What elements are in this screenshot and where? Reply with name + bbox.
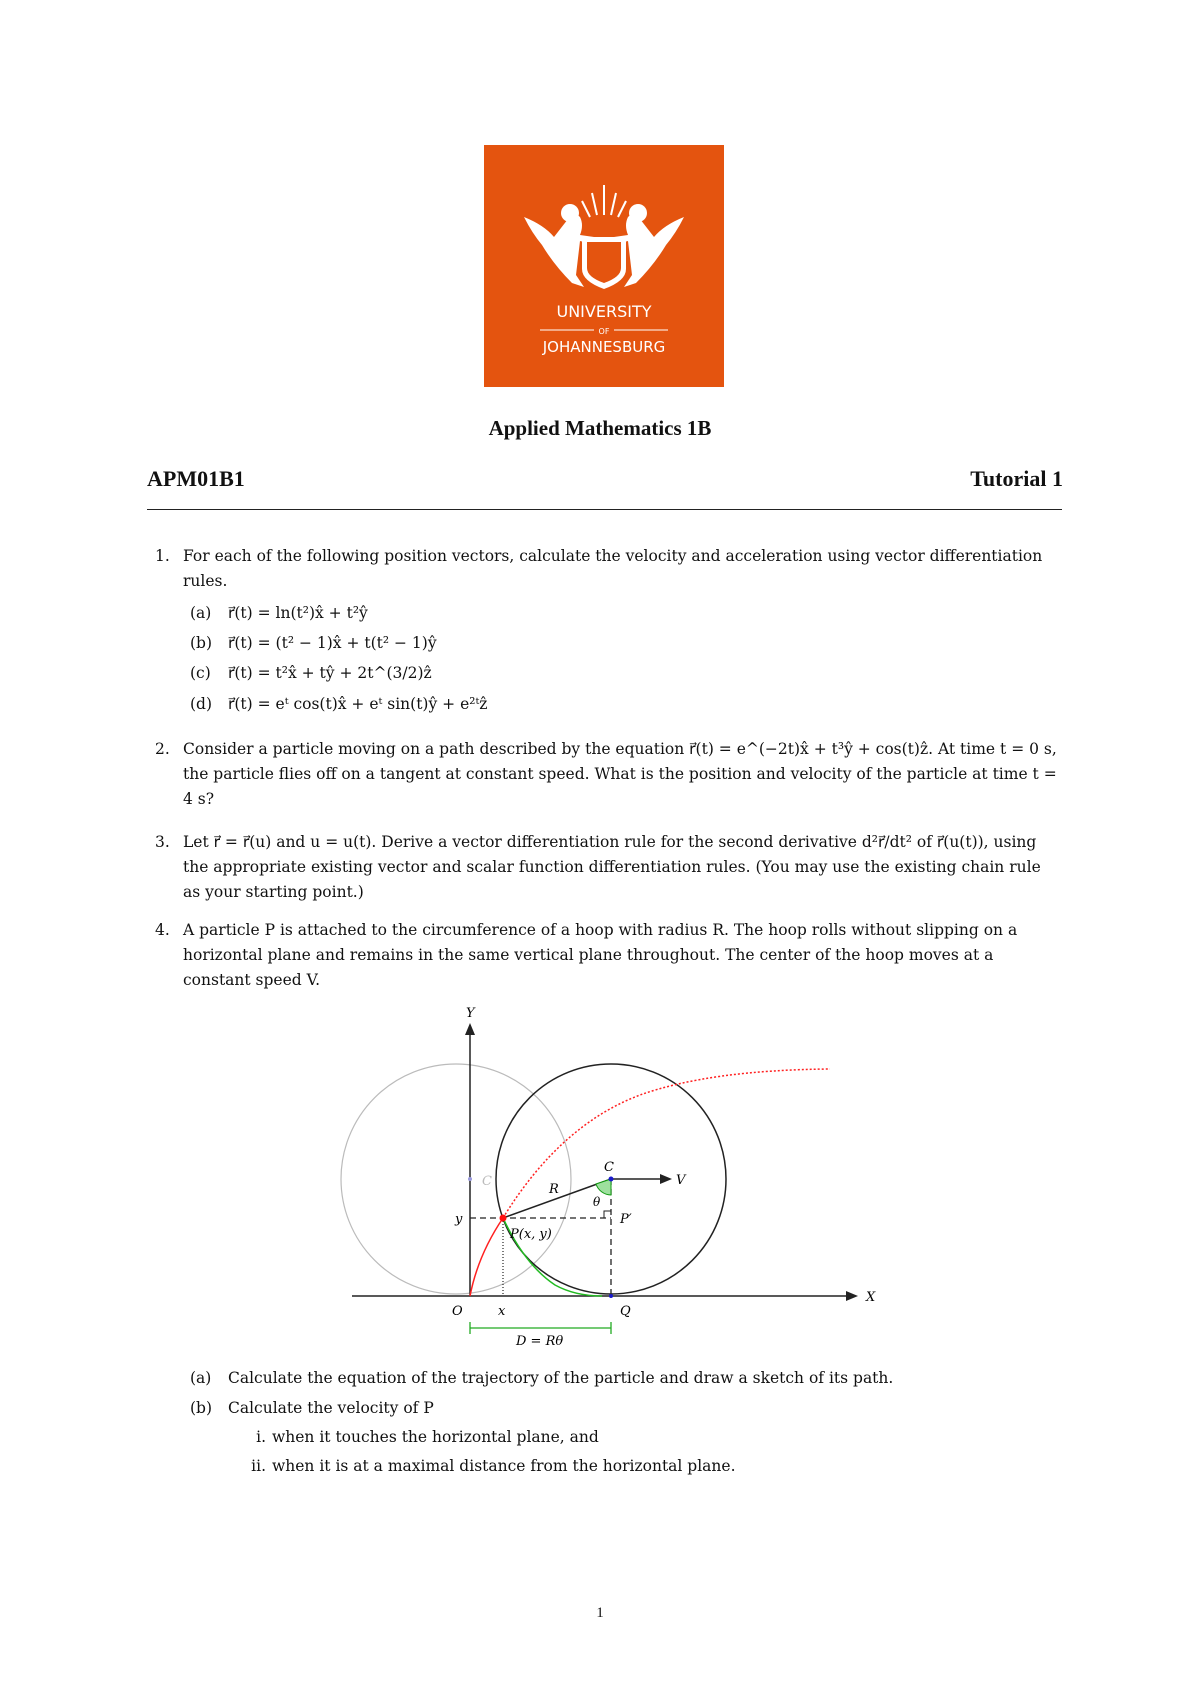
question-1b xyxy=(190,631,437,656)
distance-label: D = Rθ xyxy=(516,1334,564,1345)
question-text: For each of the following position vectors, calculate the velocity and acceleration using vector differentiation rules. xyxy=(183,547,1043,590)
question-4 xyxy=(155,918,1060,993)
angle-theta-wedge xyxy=(596,1179,611,1195)
question-1a xyxy=(190,601,368,626)
radius-label: R xyxy=(549,1182,559,1197)
subpart-text: when it touches the horizontal plane, and xyxy=(272,1428,599,1446)
part-expression: r⃗(t) = (t² − 1)x̂ + t(t² − 1)ŷ xyxy=(228,634,437,652)
uj-crest-icon xyxy=(484,145,724,387)
part-text: Calculate the velocity of P xyxy=(228,1399,434,1417)
question-4b-i xyxy=(230,1425,599,1450)
velocity-arrowhead-icon xyxy=(660,1174,672,1184)
part-expression: r⃗(t) = ln(t²)x̂ + t²ŷ xyxy=(228,604,368,622)
ghost-center-label: C xyxy=(482,1174,492,1189)
part-label: (d) xyxy=(190,695,213,713)
course-code: APM01B1 xyxy=(147,466,245,491)
logo-line-university: UNIVERSITY xyxy=(556,302,652,321)
angle-label: θ xyxy=(593,1195,601,1209)
part-label: (b) xyxy=(190,634,213,652)
question-2 xyxy=(155,737,1060,812)
p-prime-label: P′ xyxy=(620,1212,632,1227)
center-label: C xyxy=(604,1160,614,1175)
question-number: 2. xyxy=(155,740,170,758)
question-text: Let r⃗ = r⃗(u) and u = u(t). Derive a vector differentiation rule for the second derivative d²r⃗/dt² of r⃗(u(t)), using the appropriate existing vector and scalar function differentiation rules. (You may use the existing chain rule as your starting point.) xyxy=(183,833,1041,901)
subpart-label: ii. xyxy=(251,1457,266,1475)
contact-point-q xyxy=(609,1294,613,1298)
subpart-label: i. xyxy=(256,1428,266,1446)
question-3 xyxy=(155,830,1060,905)
question-number: 4. xyxy=(155,921,170,939)
right-angle-marker xyxy=(604,1211,611,1218)
tutorial-label: Tutorial 1 xyxy=(970,466,1063,491)
question-number: 1. xyxy=(155,547,170,565)
question-number: 3. xyxy=(155,833,170,851)
question-text: A particle P is attached to the circumference of a hoop with radius R. The hoop rolls without slipping on a horizontal plane and remains in the same vertical plane throughout. The center of the hoop moves at a constant speed V. xyxy=(183,921,1018,989)
x-axis-label: X xyxy=(866,1290,876,1305)
subpart-text: when it is at a maximal distance from the horizontal plane. xyxy=(272,1457,736,1475)
part-label: (a) xyxy=(190,604,212,622)
question-text: Consider a particle moving on a path described by the equation r⃗(t) = e^(−2t)x̂ + t³ŷ + cos(t)ẑ. At time t = 0 s, the particle flies off on a tangent at constant speed. What is the position and velocity of the particle at time t = 4 s? xyxy=(183,740,1057,808)
question-1c xyxy=(190,661,432,686)
question-1d xyxy=(190,692,487,717)
x-coordinate-label: x xyxy=(498,1304,506,1319)
course-title: Applied Mathematics 1B xyxy=(488,416,712,440)
origin-label: O xyxy=(452,1304,463,1319)
ghost-center-point xyxy=(468,1177,472,1181)
y-axis-label: Y xyxy=(466,1006,475,1021)
y-coordinate-label: y xyxy=(455,1212,463,1227)
logo-line-johannesburg: JOHANNESBURG xyxy=(542,338,666,356)
part-expression: r⃗(t) = eᵗ cos(t)x̂ + eᵗ sin(t)ŷ + e²ᵗẑ xyxy=(228,695,488,713)
velocity-label: V xyxy=(676,1173,686,1188)
header-rule xyxy=(147,509,1062,510)
part-label: (c) xyxy=(190,664,211,682)
rolling-hoop-diagram xyxy=(340,1005,880,1349)
ghost-hoop xyxy=(341,1064,571,1294)
part-text: Calculate the equation of the trajectory of the particle and draw a sketch of its path. xyxy=(228,1369,894,1387)
point-p-label: P(x, y) xyxy=(510,1227,552,1242)
question-4b-ii xyxy=(230,1454,736,1479)
center-point xyxy=(609,1177,614,1182)
logo-line-of: OF xyxy=(598,327,610,336)
question-4b xyxy=(190,1396,434,1421)
part-label: (a) xyxy=(190,1369,212,1387)
y-axis-arrow-icon xyxy=(465,1023,475,1035)
part-label: (b) xyxy=(190,1399,213,1417)
question-4a xyxy=(190,1366,893,1391)
question-1 xyxy=(155,544,1060,594)
point-p xyxy=(500,1215,507,1222)
part-expression: r⃗(t) = t²x̂ + tŷ + 2t^(3/2)ẑ xyxy=(228,664,432,682)
x-axis-arrow-icon xyxy=(846,1291,858,1301)
trajectory-solid xyxy=(470,1218,503,1296)
university-logo xyxy=(484,145,724,387)
q-label: Q xyxy=(620,1304,631,1319)
page-number: 1 xyxy=(596,1605,604,1621)
